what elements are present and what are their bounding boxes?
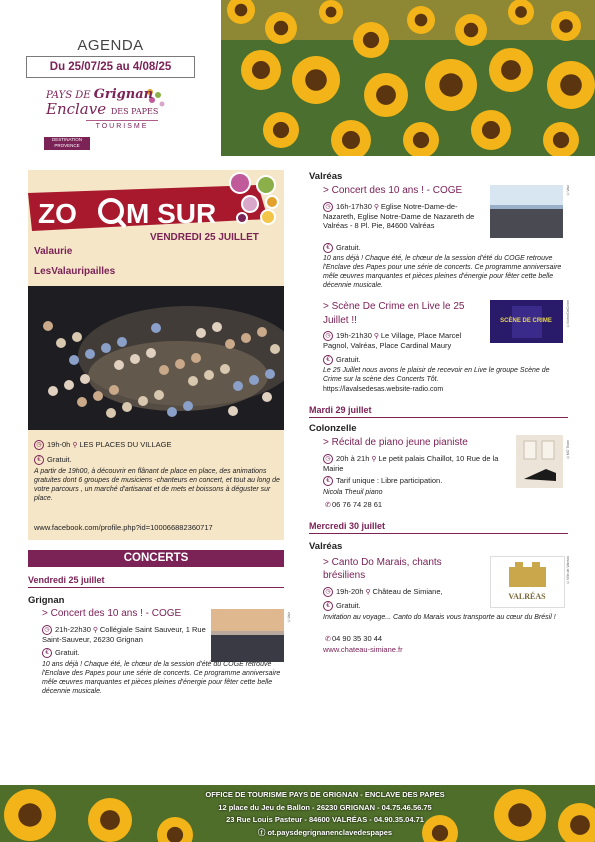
- event-price-row: € Gratuit.: [42, 648, 80, 658]
- crowd-person: [220, 364, 230, 374]
- sunflower-center: [482, 121, 500, 139]
- crowd-person: [80, 374, 90, 384]
- crowd-person: [196, 328, 206, 338]
- sunflower-center: [18, 803, 41, 826]
- crowd-person: [48, 386, 58, 396]
- event-phone-row: ✆06 76 74 28 61: [325, 500, 383, 509]
- event-phone-row: ✆04 90 35 30 44: [325, 634, 383, 643]
- crowd-person: [109, 385, 119, 395]
- crowd-person: [159, 365, 169, 375]
- phone-icon: ✆: [325, 502, 331, 509]
- crowd-person: [64, 380, 74, 390]
- sunflower-center: [235, 4, 248, 17]
- event-time-place: ◷ 20h à 21h ⚲ Le petit palais Chaillot, 10 Rue de la Mairie: [323, 454, 499, 474]
- sunflower-center: [326, 7, 337, 18]
- zoom-word2: M SUR: [126, 198, 217, 229]
- piano-photo: [516, 435, 563, 488]
- zoom-decor-circles: [228, 170, 284, 226]
- event-time-place: ◷ 16h-17h30 ⚲ Eglise Notre-Dame-de-Nazareth, Eglise Notre-Dame de Nazareth de Valréas - 8 Pl. Pie, 84600 Valréas: [323, 202, 475, 231]
- sunflower-center: [274, 21, 288, 35]
- crowd-person: [262, 392, 272, 402]
- event-title-coge-grignan[interactable]: > Concert des 10 ans ! - COGE: [42, 608, 182, 619]
- sunflower-center: [363, 32, 379, 48]
- logo-line2: Enclave DES PAPES: [46, 100, 159, 118]
- crowd-person: [138, 396, 148, 406]
- zoom-word1: ZO: [38, 198, 77, 229]
- clock-icon: ◷: [323, 587, 333, 597]
- crowd-person: [85, 349, 95, 359]
- crowd-person: [122, 402, 132, 412]
- sunflower-center: [464, 23, 478, 37]
- sunflower-center: [415, 14, 428, 27]
- day-heading-friday: Vendredi 25 juillet: [28, 575, 284, 588]
- event-price-row: € Gratuit.: [323, 601, 361, 611]
- sunflower-center: [559, 19, 573, 33]
- clock-icon: ◷: [323, 202, 333, 212]
- event-url-link[interactable]: https://lavalsedesas.website-radio.com: [323, 386, 444, 393]
- photo-credit: ©MO Team: [566, 440, 570, 460]
- crowd-person: [188, 376, 198, 386]
- crowd-person: [167, 407, 177, 417]
- sunflower-center: [342, 131, 360, 149]
- valreas-logo: [490, 556, 565, 608]
- facebook-icon: ⓕ: [257, 827, 266, 837]
- concerts-section-title: CONCERTS: [28, 550, 284, 567]
- day-heading-tuesday: Mardi 29 juillet: [309, 405, 568, 418]
- zoom-facebook-link[interactable]: www.facebook.com/profile.php?id=100066882360717: [34, 523, 213, 532]
- crowd-person: [233, 381, 243, 391]
- event-title-canto-do-marais[interactable]: > Canto Do Marais, chants brésiliens: [323, 557, 442, 581]
- footer-facebook[interactable]: ⓕ ot.paysdegrignanenclavedespapes: [257, 827, 393, 837]
- event-title-coge-valreas[interactable]: > Concert des 10 ans ! - COGE: [323, 185, 463, 196]
- crowd-person: [225, 339, 235, 349]
- event-price-row: € Gratuit.: [323, 355, 361, 365]
- scene-de-crime-poster: [490, 300, 563, 343]
- event-description: 10 ans déjà ! Chaque été, le chœur de la session d'été du COGE retrouve l'Enclave des Papes pour une série de concerts. Ce programme anniversaire mêle œuvres marquantes et pièces pleines d'énergie pour fêter cette belle décennie musicale.: [323, 255, 562, 289]
- euro-icon: €: [323, 476, 333, 486]
- sunflower-center: [508, 803, 531, 826]
- event-description: 10 ans déjà ! Chaque été, le chœur de la session d'été du COGE retrouve l'Enclave des Papes pour une série de concerts. Ce programme anniversaire mêle œuvres marquantes et pièces pleines d'énergie pour fêter cette belle décennie musicale.: [42, 661, 281, 695]
- event-time-place: ◷ 21h-22h30 ⚲ Collégiale Saint Sauveur, 1 Rue Saint-Sauveur, 26230 Grignan: [42, 625, 206, 645]
- sunflower-center: [570, 815, 590, 835]
- valreas-logo-text: VALRÉAS: [508, 592, 546, 601]
- event-price-row: € Tarif unique : Libre participation.: [323, 476, 442, 486]
- crowd-person: [191, 353, 201, 363]
- crowd-person: [43, 321, 53, 331]
- crowd-person: [114, 360, 124, 370]
- crowd-person: [101, 343, 111, 353]
- footer-office-name: OFFICE DE TOURISME PAYS DE GRIGNAN - ENCLAVE DES PAPES: [205, 790, 445, 799]
- event-time-place: ◷ 19h-21h30 ⚲ Le Village, Place Marcel Pagnol, Valréas, Place Cardinal Maury: [323, 331, 462, 351]
- town-grignan: Grignan: [28, 595, 65, 606]
- footer-contact: [160, 789, 490, 839]
- euro-icon: €: [42, 648, 52, 658]
- map-pin-icon: ⚲: [371, 456, 377, 463]
- event-title-piano-recital[interactable]: > Récital de piano jeune pianiste: [323, 437, 468, 448]
- clock-icon: ◷: [34, 440, 44, 450]
- crowd-person: [56, 338, 66, 348]
- sunflower-center: [413, 132, 429, 148]
- crowd-person: [130, 354, 140, 364]
- town-valreas-2: Valréas: [309, 541, 343, 552]
- crowd-person: [265, 369, 275, 379]
- sunflower-center: [439, 73, 462, 96]
- choir-photo-valreas: [490, 185, 563, 238]
- zoom-event-title: LesValauripailles: [34, 266, 116, 277]
- footer-valreas-address: 23 Rue Louis Pasteur - 84600 VALRÉAS - 04.90.35.04.71: [226, 815, 424, 824]
- sunflower-center: [305, 69, 327, 91]
- euro-icon: €: [323, 243, 333, 253]
- event-performer: Nicola Theuil piano: [323, 489, 383, 496]
- event-time-place: ◷ 19h-20h ⚲ Château de Simiane,: [323, 587, 443, 597]
- sunflower-center: [376, 85, 396, 105]
- sunflower-center: [560, 74, 582, 96]
- day-heading-wednesday: Mercredi 30 juillet: [309, 521, 568, 534]
- photo-credit: ©Valz: [287, 612, 291, 623]
- photo-credit: ©Ville de Valréas: [566, 556, 570, 584]
- zoom-price-row: € Gratuit.: [34, 455, 72, 465]
- crowd-person: [72, 332, 82, 342]
- crowd-person: [212, 322, 222, 332]
- crowd-person: [69, 355, 79, 365]
- sunflower-center: [515, 6, 527, 18]
- euro-icon: €: [323, 355, 333, 365]
- crowd-person: [249, 375, 259, 385]
- town-colonzelle: Colonzelle: [309, 423, 357, 434]
- photo-credit: ©ScèneDeCrime: [566, 300, 570, 328]
- logo-tourisme: TOURISME: [86, 120, 158, 130]
- crowd-person: [241, 333, 251, 343]
- crowd-person: [183, 401, 193, 411]
- crowd-person: [151, 323, 161, 333]
- crowd-person: [175, 359, 185, 369]
- chateau-simiane-link[interactable]: www.chateau-simiane.fr: [323, 645, 403, 654]
- map-pin-icon: ⚲: [92, 627, 99, 634]
- sunflower-center: [273, 122, 289, 138]
- event-title-scene-de-crime[interactable]: > Scène De Crime en Live le 25 Juillet !!: [323, 301, 465, 326]
- euro-icon: €: [323, 601, 333, 611]
- event-description: Invitation au voyage... Canto do Marais vous transporte au cœur du Brésil !: [323, 614, 556, 621]
- crowd-person: [117, 337, 127, 347]
- crowd-person: [106, 408, 116, 418]
- poster-text: SCÈNE DE CRIME: [500, 318, 552, 324]
- clock-icon: ◷: [323, 454, 333, 464]
- zoom-town: Valaurie: [34, 246, 73, 257]
- sunflower-banner-image: [221, 0, 595, 156]
- clock-icon: ◷: [42, 625, 52, 635]
- crowd-person: [270, 344, 280, 354]
- clock-icon: ◷: [323, 331, 333, 341]
- crowd-person: [93, 391, 103, 401]
- sunflower-center: [553, 132, 569, 148]
- zoom-date: VENDREDI 25 JUILLET: [150, 232, 259, 243]
- crowd-person: [228, 406, 238, 416]
- sunflower-center: [100, 810, 120, 830]
- zoom-description: A partir de 19h00, à découvrir en flânant de place en place, des animations gratuites dont 6 groupes de musiciens -chanteurs en concert, et tout au long de votre parcours , un marché d'artisanat et de mets et boissons à déguster sur place.: [34, 468, 280, 502]
- crowd-person: [154, 390, 164, 400]
- date-range: Du 25/07/25 au 4/08/25: [26, 56, 195, 78]
- map-pin-icon: ⚲: [373, 204, 380, 211]
- event-price-row: € Gratuit.: [323, 243, 361, 253]
- crowd-person: [77, 397, 87, 407]
- town-valreas: Valréas: [309, 171, 343, 182]
- map-pin-icon: ⚲: [72, 442, 78, 449]
- provence-badge: DESTINATION PROVENCE: [44, 137, 90, 150]
- euro-icon: €: [34, 455, 44, 465]
- sunflower-center: [501, 60, 521, 80]
- crowd-person: [204, 370, 214, 380]
- crowd-person: [146, 348, 156, 358]
- footer-grignan-address: 12 place du Jeu de Ballon - 26230 GRIGNAN - 04.75.46.56.75: [218, 802, 432, 812]
- sunflower-center: [252, 61, 270, 79]
- event-description: Le 25 Juillet nous avons le plaisir de recevoir en Live le groupe Scène de Crime sur la scène des Concerts Tôt.: [323, 367, 550, 383]
- phone-icon: ✆: [325, 636, 331, 643]
- photo-credit: ©Valz: [566, 185, 570, 196]
- choir-photo-grignan: [211, 609, 284, 662]
- zoom-time-row: ◷ 19h-0h ⚲ LES PLACES DU VILLAGE: [34, 440, 171, 450]
- map-pin-icon: ⚲: [373, 333, 380, 340]
- map-pin-icon: ⚲: [365, 589, 371, 596]
- festival-crowd-photo: [28, 286, 284, 430]
- crowd-person: [257, 327, 267, 337]
- logo-line1: PAYS DE Grignan: [46, 87, 154, 102]
- agenda-title: AGENDA: [77, 37, 144, 54]
